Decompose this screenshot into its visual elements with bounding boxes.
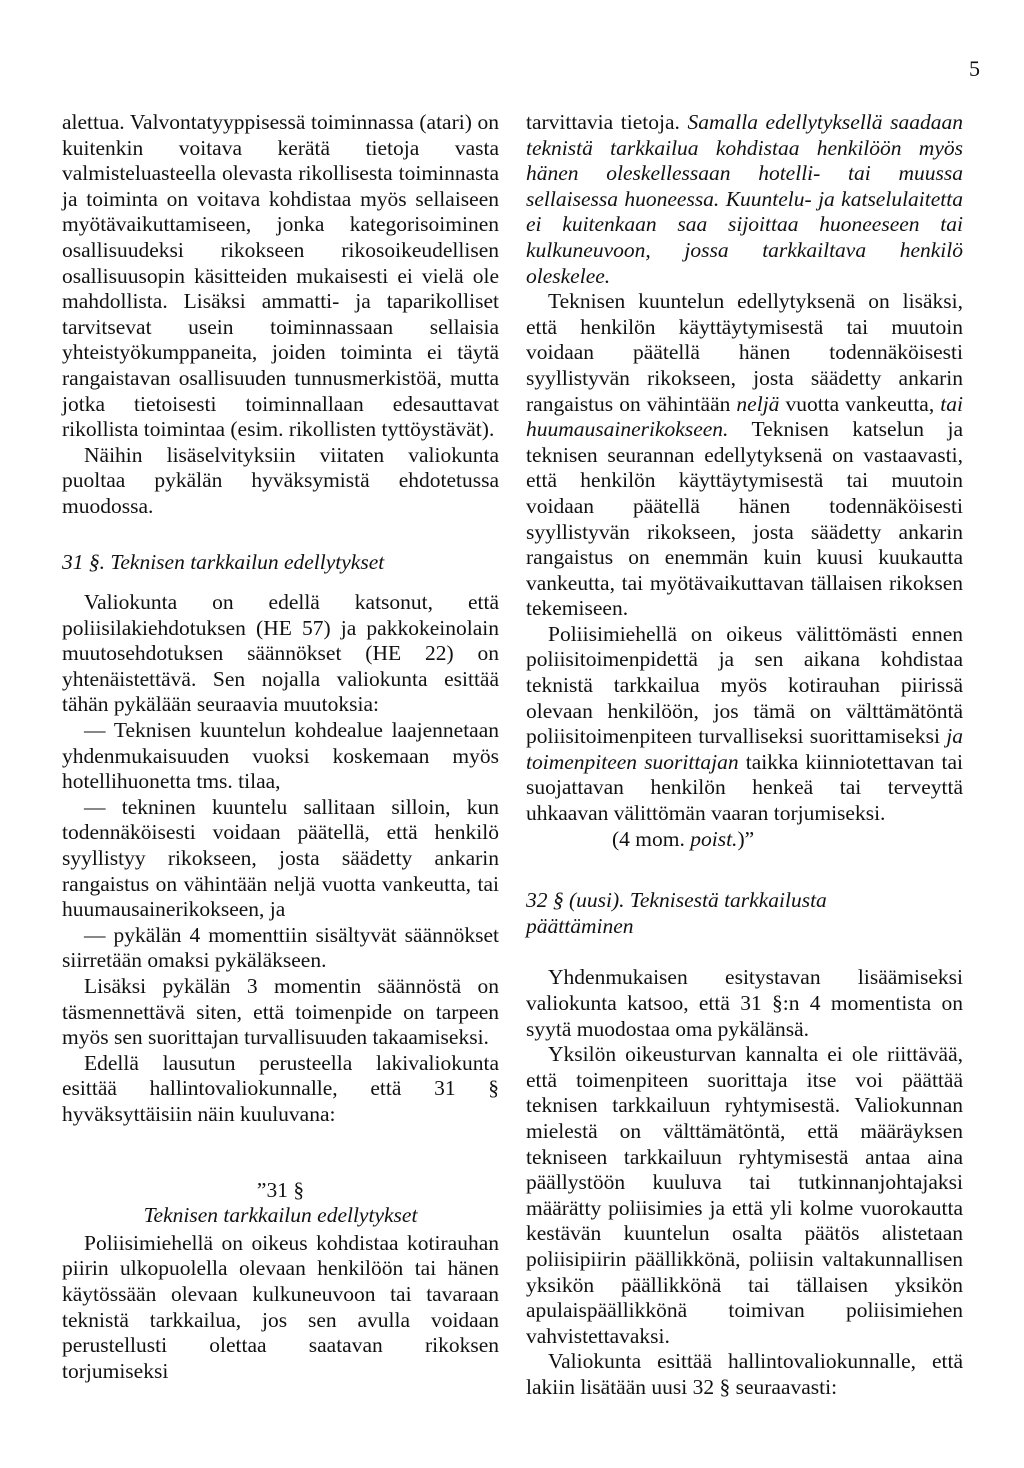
left-paragraph-5: Edellä lausutun perusteella lakivaliokunta esittää hallintovaliokunnalle, että 31 § hyväksyttäisiin näin kuuluvana: bbox=[62, 1050, 499, 1126]
right-column bbox=[526, 110, 963, 1401]
left-column bbox=[62, 110, 499, 1384]
right-p1-italic: Samalla edellytyksellä saadaan teknistä tarkkailua kohdistaa henkilöön myös hänen oleskellessaan hotelli- tai muussa sellaisessa huoneessa. Kuuntelu- ja katselulaitetta ei kuitenkaan saa sijoittaa huoneeseen tai kulkuneuvoon, jossa tarkkailtava henkilö oleskelee. bbox=[526, 110, 963, 288]
right-p2-text-a: Teknisen kuuntelun edellytyksenä on lisäksi, että henkilön käyttäytymisestä tai muutoin voidaan päätellä hänen todennäköisesti syyllistyvän rikokseen, josta säädetty ankarin rangaistus on vähintään bbox=[526, 289, 963, 416]
right-p2-italic-a: neljä bbox=[736, 391, 780, 416]
right-paragraph-4 bbox=[526, 827, 963, 853]
right-p3-text-a: Poliisimiehellä on oikeus välittömästi ennen poliisitoimenpidettä ja sen aikana kohdistaa teknistä tarkkailua myös kotirauhan piirissä olevaan henkilöön, jos tämä on välttämätöntä poliisitoimenpiteen turvalliseksi suorittamiseksi bbox=[526, 621, 963, 749]
section-heading-31: 31 §. Teknisen tarkkailun edellytykset bbox=[62, 549, 385, 574]
right-paragraph-1 bbox=[526, 110, 963, 289]
right-p3-italic: ja toimenpiteen suorittajan bbox=[526, 724, 963, 774]
section-heading-32: 32 § (uusi). Teknisestä tarkkailusta päättäminen bbox=[526, 888, 827, 938]
right-p3-text-b: taikka kiinniotettavan tai suojattavan henkilön henkeä tai terveyttä uhkaavan välittömän vaaran torjumiseksi. bbox=[526, 749, 963, 826]
quoted-section-title: Teknisen tarkkailun edellytykset bbox=[143, 1203, 418, 1228]
right-p1-text: tarvittavia tietoja. bbox=[526, 110, 688, 134]
right-p4-text-a: (4 mom. bbox=[612, 826, 691, 851]
right-paragraph-2 bbox=[526, 289, 963, 622]
right-p4-italic: poist. bbox=[690, 826, 738, 851]
right-p4-text-b: )” bbox=[737, 826, 755, 851]
left-list-item-3: — pykälän 4 momenttiin sisältyvät säännökset siirretään omaksi pykäläkseen. bbox=[62, 922, 499, 973]
quoted-section-number: ”31 § bbox=[256, 1177, 305, 1202]
left-paragraph-3: Valiokunta on edellä katsonut, että poliisilakiehdotuksen (HE 57) ja pakkokeinolain muutosehdotuksen säännökset (HE 22) on yhtenäistettävä. Sen nojalla valiokunta esittää tähän pykälään seuraavia muutoksia: bbox=[62, 590, 499, 717]
right-p2-italic-b: tai huumausainerikokseen. bbox=[526, 391, 963, 442]
left-list-item-2: — tekninen kuuntelu sallitaan silloin, kun todennäköisesti voidaan päätellä, että henkilö syyllistyy rikokseen, josta säädetty ankarin rangaistus on vähintään neljä vuotta vankeutta, tai huumausainerikokseen, ja bbox=[62, 794, 499, 922]
right-paragraph-6: Yksilön oikeusturvan kannalta ei ole riittävää, että toimenpiteen suorittaja itse voi päättää teknisen tarkkailuun ryhtymisestä. Valiokunnan mielestä on välttämätöntä, että määräyksen tekniseen tarkkailuun ryhtymisestä antaa aina päällystöön kuuluva tai tutkinnanjohtajaksi määrätty poliisimies ja että yli kolme vuorokautta kestävän kuuntelun osalta päätös alistetaan poliisipiirin päällikkönä, poliisin valtakunnallisen yksikön päällikkönä tai tällaisen yksikön apulaispäällikkönä toimivan poliisimiehen vahvistettavaksi. bbox=[526, 1042, 963, 1348]
right-paragraph-7: Valiokunta esittää hallintovaliokunnalle, että lakiin lisätään uusi 32 § seuraavasti: bbox=[526, 1349, 963, 1399]
left-list-item-1: — Teknisen kuuntelun kohdealue laajennetaan yhdenmukaisuuden vuoksi koskemaan myös hotellihuonetta tms. tilaa, bbox=[62, 718, 499, 794]
right-p2-text-b: vuotta vankeutta, bbox=[779, 391, 941, 416]
right-p2-text-c: Teknisen katselun ja teknisen seurannan edellytyksenä on vastaavasti, että henkilön käyttäytymisestä tai muutoin voidaan päätellä hänen todennäköisesti syyllistyvän rikokseen, josta säädetty ankarin rangaistus on enemmän kuin kuusi kuukautta vankeutta, tai myötävaikuttavan tällaisen rikoksen tekemiseen. bbox=[526, 417, 963, 621]
page-number: 5 bbox=[969, 56, 980, 81]
left-paragraph-6: Poliisimiehellä on oikeus kohdistaa kotirauhan piirin ulkopuolella olevaan henkilöön tai hänen käytössään olevaan kulkuneuvoon tai tavaraan teknistä tarkkailua, jos sen avulla voidaan perustellusti olettaa saatavan rikoksen torjumiseksi bbox=[62, 1230, 499, 1383]
left-paragraph-4: Lisäksi pykälän 3 momentin säännöstä on täsmennettävä siten, että toimenpide on tarpeen myös sen suorittajan turvallisuuden takaamiseksi. bbox=[62, 974, 499, 1050]
right-paragraph-5: Yhdenmukaisen esitystavan lisäämiseksi valiokunta katsoo, että 31 §:n 4 momentista on syytä muodostaa oma pykälänsä. bbox=[526, 965, 963, 1041]
left-paragraph-1: alettua. Valvontatyyppisessä toiminnassa (atari) on kuitenkin voitava kerätä tietoja vasta valmisteluasteella olevasta rikollisesta toiminnasta ja toiminta on voitava kohdistaa myös sellaiseen myötävaikuttamiseen, jonka kategorisoiminen osallisuudeksi rikokseen rikosoikeudellisen osallisuusopin käsitteiden mukaisesti ei vielä ole mahdollista. Lisäksi ammatti- ja taparikolliset tarvitsevat usein toiminnassaan sellaisia yhteistyökumppaneita, joiden toiminta ei täytä rangaistavan osallisuuden tunnusmerkistöä, mutta jotka tietoisesti toiminnallaan edesauttavat rikollista toimintaa (esim. rikollisten tyttöystävät). bbox=[62, 110, 499, 442]
left-paragraph-2: Näihin lisäselvityksiin viitaten valiokunta puoltaa pykälän hyväksymistä ehdotetussa muodossa. bbox=[62, 442, 499, 518]
right-paragraph-3 bbox=[526, 622, 963, 827]
